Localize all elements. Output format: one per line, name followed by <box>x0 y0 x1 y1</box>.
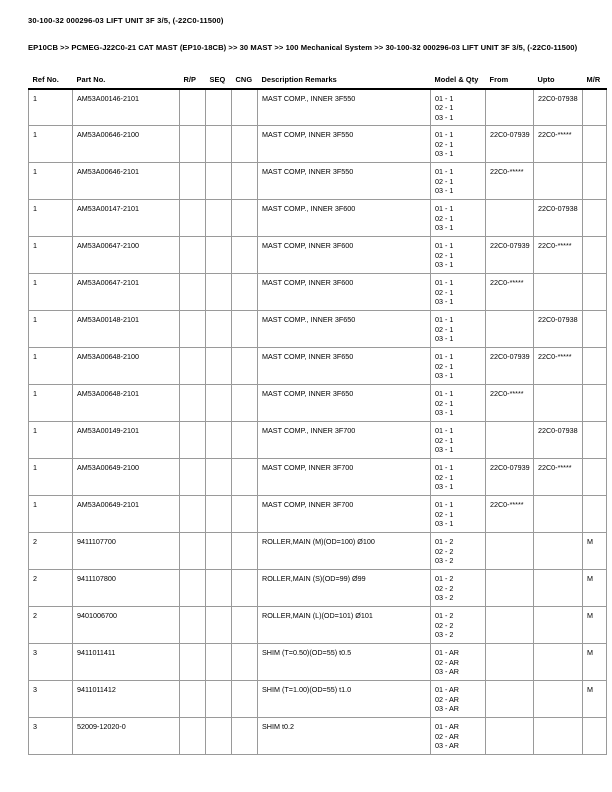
cell-seq <box>206 200 232 237</box>
cell-model-qty <box>431 89 486 126</box>
cell-cng <box>232 422 258 459</box>
cell-description: MAST COMP, INNER 3F550 <box>258 126 431 163</box>
table-row <box>29 533 607 570</box>
column-header-cng: CNG <box>235 74 253 84</box>
cell-mr <box>583 200 607 237</box>
cell-seq <box>206 348 232 385</box>
cell-from <box>486 681 534 718</box>
cell-seq <box>206 311 232 348</box>
model-qty-line: 02 - 2 <box>435 620 454 630</box>
cell-rp <box>180 385 206 422</box>
cell-cng <box>232 126 258 163</box>
model-qty-line: 03 - 1 <box>435 334 454 344</box>
table-row <box>29 126 607 163</box>
cell-mr <box>583 385 607 422</box>
model-qty-line: 02 - AR <box>435 731 459 741</box>
cell-seq <box>206 274 232 311</box>
cell-cng <box>232 718 258 755</box>
cell-from: 22C0-07939 <box>486 459 534 496</box>
cell-model-qty <box>431 681 486 718</box>
model-qty-line: 01 - 1 <box>435 167 454 177</box>
cell-cng <box>232 644 258 681</box>
cell-seq <box>206 533 232 570</box>
model-qty-line: 01 - 1 <box>435 500 454 510</box>
cell-seq <box>206 163 232 200</box>
model-qty-line: 02 - 2 <box>435 546 454 556</box>
column-header-mr: M/R <box>586 74 601 84</box>
model-qty-line: 02 - 1 <box>435 250 454 260</box>
cell-model-qty <box>431 718 486 755</box>
cell-rp <box>180 200 206 237</box>
cell-upto <box>534 533 583 570</box>
cell-upto <box>534 644 583 681</box>
cell-mr <box>583 348 607 385</box>
model-qty-line: 01 - 1 <box>435 130 454 140</box>
cell-rp <box>180 459 206 496</box>
cell-seq <box>206 237 232 274</box>
cell-seq <box>206 126 232 163</box>
model-qty-line: 03 - 1 <box>435 297 454 307</box>
model-qty-line: 02 - 1 <box>435 472 454 482</box>
column-header-from: From <box>489 74 509 84</box>
column-header-ref-no: Ref No. <box>32 74 59 84</box>
cell-from: 22C0-07939 <box>486 126 534 163</box>
cell-part-no: AM53A00646-2101 <box>73 163 180 200</box>
cell-part-no: AM53A00146-2101 <box>73 89 180 126</box>
cell-from <box>486 311 534 348</box>
cell-cng <box>232 607 258 644</box>
model-qty-line: 03 - 1 <box>435 149 454 159</box>
cell-description: MAST COMP, INNER 3F700 <box>258 459 431 496</box>
model-qty-line: 01 - 1 <box>435 463 454 473</box>
cell-rp <box>180 570 206 607</box>
cell-description: MAST COMP, INNER 3F700 <box>258 496 431 533</box>
cell-model-qty <box>431 496 486 533</box>
cell-mr <box>583 126 607 163</box>
cell-model-qty <box>431 274 486 311</box>
cell-part-no: AM53A00649-2101 <box>73 496 180 533</box>
model-qty-line: 03 - 1 <box>435 482 454 492</box>
cell-rp <box>180 718 206 755</box>
parts-table-header-row <box>29 75 607 89</box>
model-qty-line: 01 - AR <box>435 722 459 732</box>
model-qty-line: 03 - 1 <box>435 112 454 122</box>
cell-from: 22C0-***** <box>486 496 534 533</box>
cell-cng <box>232 570 258 607</box>
model-qty-line: 02 - 2 <box>435 583 454 593</box>
cell-cng <box>232 311 258 348</box>
table-row <box>29 200 607 237</box>
cell-from: 22C0-07939 <box>486 237 534 274</box>
model-qty-line: 02 - 1 <box>435 287 454 297</box>
table-row <box>29 607 607 644</box>
cell-ref-no: 1 <box>29 496 73 533</box>
model-qty-line: 03 - 2 <box>435 630 454 640</box>
cell-description: MAST COMP, INNER 3F600 <box>258 237 431 274</box>
cell-mr <box>583 718 607 755</box>
cell-seq <box>206 385 232 422</box>
cell-seq <box>206 459 232 496</box>
cell-ref-no: 1 <box>29 200 73 237</box>
cell-mr <box>583 237 607 274</box>
model-qty-line: 03 - 2 <box>435 593 454 603</box>
cell-model-qty <box>431 422 486 459</box>
cell-upto: 22C0-07938 <box>534 422 583 459</box>
cell-part-no: 9411107800 <box>73 570 180 607</box>
cell-from: 22C0-***** <box>486 274 534 311</box>
cell-description: ROLLER,MAIN (S)(OD=99) Ø99 <box>258 570 431 607</box>
cell-upto: 22C0-07938 <box>534 311 583 348</box>
cell-seq <box>206 644 232 681</box>
cell-part-no: AM53A00648-2100 <box>73 348 180 385</box>
cell-model-qty <box>431 163 486 200</box>
model-qty-line: 03 - 1 <box>435 186 454 196</box>
cell-from: 22C0-***** <box>486 385 534 422</box>
table-row <box>29 570 607 607</box>
cell-model-qty <box>431 533 486 570</box>
cell-model-qty <box>431 570 486 607</box>
model-qty-line: 02 - 1 <box>435 435 454 445</box>
cell-rp <box>180 348 206 385</box>
cell-ref-no: 1 <box>29 385 73 422</box>
cell-model-qty <box>431 311 486 348</box>
cell-mr <box>583 163 607 200</box>
cell-from <box>486 644 534 681</box>
cell-mr <box>583 274 607 311</box>
cell-model-qty <box>431 200 486 237</box>
model-qty-line: 01 - AR <box>435 685 459 695</box>
cell-cng <box>232 200 258 237</box>
table-row <box>29 237 607 274</box>
cell-mr <box>583 496 607 533</box>
cell-upto <box>534 718 583 755</box>
cell-mr <box>583 459 607 496</box>
cell-ref-no: 1 <box>29 163 73 200</box>
cell-rp <box>180 311 206 348</box>
column-header-part-no: Part No. <box>76 74 106 84</box>
cell-description: MAST COMP., INNER 3F650 <box>258 311 431 348</box>
table-row <box>29 311 607 348</box>
model-qty-line: 01 - AR <box>435 648 459 658</box>
cell-mr <box>583 311 607 348</box>
cell-model-qty <box>431 459 486 496</box>
cell-cng <box>232 496 258 533</box>
cell-rp <box>180 89 206 126</box>
cell-part-no: AM53A00646-2100 <box>73 126 180 163</box>
model-qty-line: 01 - 1 <box>435 389 454 399</box>
table-row <box>29 348 607 385</box>
model-qty-line: 03 - 1 <box>435 371 454 381</box>
table-row <box>29 422 607 459</box>
parts-table-body <box>29 89 607 755</box>
cell-description: ROLLER,MAIN (L)(OD=101) Ø101 <box>258 607 431 644</box>
cell-description: MAST COMP, INNER 3F600 <box>258 274 431 311</box>
cell-seq <box>206 607 232 644</box>
model-qty-line: 02 - 1 <box>435 139 454 149</box>
cell-cng <box>232 385 258 422</box>
model-qty-line: 03 - 2 <box>435 556 454 566</box>
table-row <box>29 681 607 718</box>
model-qty-line: 01 - 1 <box>435 278 454 288</box>
cell-rp <box>180 274 206 311</box>
cell-description: MAST COMP, INNER 3F550 <box>258 163 431 200</box>
cell-mr: M <box>583 681 607 718</box>
model-qty-line: 01 - 1 <box>435 204 454 214</box>
cell-upto <box>534 570 583 607</box>
model-qty-line: 03 - 1 <box>435 260 454 270</box>
cell-description: MAST COMP, INNER 3F650 <box>258 348 431 385</box>
cell-cng <box>232 681 258 718</box>
model-qty-line: 03 - 1 <box>435 519 454 529</box>
table-row <box>29 89 607 126</box>
column-header-model-qty: Model & Qty <box>434 74 479 84</box>
model-qty-line: 02 - 1 <box>435 361 454 371</box>
model-qty-line: 03 - 1 <box>435 223 454 233</box>
cell-model-qty <box>431 348 486 385</box>
cell-ref-no: 1 <box>29 311 73 348</box>
cell-description: MAST COMP., INNER 3F700 <box>258 422 431 459</box>
model-qty-line: 02 - 1 <box>435 176 454 186</box>
table-row <box>29 459 607 496</box>
cell-from <box>486 533 534 570</box>
parts-table <box>28 75 607 756</box>
cell-part-no: 9411011411 <box>73 644 180 681</box>
table-row <box>29 718 607 755</box>
cell-part-no: 9401006700 <box>73 607 180 644</box>
cell-model-qty <box>431 385 486 422</box>
table-row <box>29 274 607 311</box>
model-qty-line: 01 - 1 <box>435 352 454 362</box>
cell-cng <box>232 163 258 200</box>
cell-ref-no: 1 <box>29 89 73 126</box>
cell-upto: 22C0-***** <box>534 126 583 163</box>
cell-from <box>486 718 534 755</box>
cell-upto <box>534 274 583 311</box>
cell-description: SHIM (T=0.50)(OD=55) t0.5 <box>258 644 431 681</box>
cell-from <box>486 422 534 459</box>
cell-mr <box>583 422 607 459</box>
cell-cng <box>232 89 258 126</box>
cell-mr: M <box>583 607 607 644</box>
parts-table-head <box>29 75 607 89</box>
model-qty-line: 02 - 1 <box>435 324 454 334</box>
cell-upto: 22C0-***** <box>534 459 583 496</box>
cell-ref-no: 1 <box>29 348 73 385</box>
cell-rp <box>180 126 206 163</box>
cell-part-no: AM53A00149-2101 <box>73 422 180 459</box>
cell-from <box>486 607 534 644</box>
cell-upto <box>534 681 583 718</box>
cell-seq <box>206 422 232 459</box>
cell-upto: 22C0-07938 <box>534 89 583 126</box>
table-row <box>29 496 607 533</box>
model-qty-line: 02 - 1 <box>435 398 454 408</box>
cell-upto: 22C0-***** <box>534 237 583 274</box>
column-header-description-remarks: Description Remarks <box>261 74 337 84</box>
cell-cng <box>232 237 258 274</box>
cell-seq <box>206 681 232 718</box>
model-qty-line: 01 - 2 <box>435 611 454 621</box>
cell-seq <box>206 718 232 755</box>
model-qty-line: 01 - 2 <box>435 537 454 547</box>
cell-upto <box>534 496 583 533</box>
cell-model-qty <box>431 607 486 644</box>
cell-part-no: 9411107700 <box>73 533 180 570</box>
cell-rp <box>180 681 206 718</box>
cell-from <box>486 200 534 237</box>
cell-upto <box>534 385 583 422</box>
model-qty-line: 02 - AR <box>435 657 459 667</box>
cell-from: 22C0-07939 <box>486 348 534 385</box>
cell-cng <box>232 274 258 311</box>
cell-ref-no: 1 <box>29 237 73 274</box>
cell-description: MAST COMP., INNER 3F550 <box>258 89 431 126</box>
cell-ref-no: 3 <box>29 644 73 681</box>
cell-upto: 22C0-***** <box>534 348 583 385</box>
cell-part-no: AM53A00649-2100 <box>73 459 180 496</box>
column-header-seq: SEQ <box>209 74 226 84</box>
cell-upto <box>534 163 583 200</box>
cell-model-qty <box>431 644 486 681</box>
cell-mr <box>583 89 607 126</box>
model-qty-line: 03 - AR <box>435 704 459 714</box>
cell-upto: 22C0-07938 <box>534 200 583 237</box>
model-qty-line: 03 - AR <box>435 667 459 677</box>
cell-ref-no: 3 <box>29 718 73 755</box>
cell-model-qty <box>431 237 486 274</box>
cell-description: SHIM (T=1.00)(OD=55) t1.0 <box>258 681 431 718</box>
cell-rp <box>180 422 206 459</box>
model-qty-line: 03 - 1 <box>435 408 454 418</box>
cell-mr: M <box>583 644 607 681</box>
breadcrumb: EP10CB >> PCMEG-J22C0-21 CAT MAST (EP10-18CB) >> 30 MAST >> 100 Mechanical System >> 30-100-32 000296-03 LIFT UNIT 3F 3/5, (-22C0-11500) <box>28 42 578 52</box>
cell-from <box>486 570 534 607</box>
cell-mr: M <box>583 533 607 570</box>
cell-part-no: AM53A00148-2101 <box>73 311 180 348</box>
cell-description: ROLLER,MAIN (M)(OD=100) Ø100 <box>258 533 431 570</box>
cell-seq <box>206 89 232 126</box>
model-qty-line: 02 - 1 <box>435 509 454 519</box>
cell-ref-no: 1 <box>29 274 73 311</box>
model-qty-line: 01 - 1 <box>435 241 454 251</box>
cell-part-no: 9411011412 <box>73 681 180 718</box>
cell-rp <box>180 237 206 274</box>
cell-part-no: 52009-12020-0 <box>73 718 180 755</box>
cell-mr: M <box>583 570 607 607</box>
model-qty-line: 02 - 1 <box>435 213 454 223</box>
cell-ref-no: 3 <box>29 681 73 718</box>
cell-rp <box>180 533 206 570</box>
cell-seq <box>206 496 232 533</box>
cell-description: MAST COMP, INNER 3F650 <box>258 385 431 422</box>
model-qty-line: 01 - 1 <box>435 426 454 436</box>
cell-model-qty <box>431 126 486 163</box>
model-qty-line: 02 - AR <box>435 694 459 704</box>
cell-description: MAST COMP., INNER 3F600 <box>258 200 431 237</box>
cell-part-no: AM53A00648-2101 <box>73 385 180 422</box>
column-header-rp: R/P <box>183 74 197 84</box>
cell-cng <box>232 459 258 496</box>
cell-cng <box>232 348 258 385</box>
column-header-upto: Upto <box>537 74 555 84</box>
table-row <box>29 385 607 422</box>
cell-ref-no: 1 <box>29 459 73 496</box>
cell-from: 22C0-***** <box>486 163 534 200</box>
cell-upto <box>534 607 583 644</box>
page-title: 30-100-32 000296-03 LIFT UNIT 3F 3/5, (-22C0-11500) <box>28 16 224 25</box>
model-qty-line: 03 - 1 <box>435 445 454 455</box>
cell-from <box>486 89 534 126</box>
cell-cng <box>232 533 258 570</box>
table-row <box>29 163 607 200</box>
cell-rp <box>180 496 206 533</box>
table-row <box>29 644 607 681</box>
cell-part-no: AM53A00647-2100 <box>73 237 180 274</box>
cell-description: SHIM t0.2 <box>258 718 431 755</box>
cell-part-no: AM53A00147-2101 <box>73 200 180 237</box>
cell-ref-no: 2 <box>29 607 73 644</box>
model-qty-line: 01 - 1 <box>435 315 454 325</box>
cell-part-no: AM53A00647-2101 <box>73 274 180 311</box>
cell-rp <box>180 644 206 681</box>
model-qty-line: 03 - AR <box>435 741 459 751</box>
cell-ref-no: 2 <box>29 533 73 570</box>
cell-rp <box>180 163 206 200</box>
cell-ref-no: 2 <box>29 570 73 607</box>
model-qty-line: 01 - 2 <box>435 574 454 584</box>
model-qty-line: 02 - 1 <box>435 103 454 113</box>
cell-ref-no: 1 <box>29 422 73 459</box>
cell-rp <box>180 607 206 644</box>
cell-ref-no: 1 <box>29 126 73 163</box>
model-qty-line: 01 - 1 <box>435 93 454 103</box>
cell-seq <box>206 570 232 607</box>
